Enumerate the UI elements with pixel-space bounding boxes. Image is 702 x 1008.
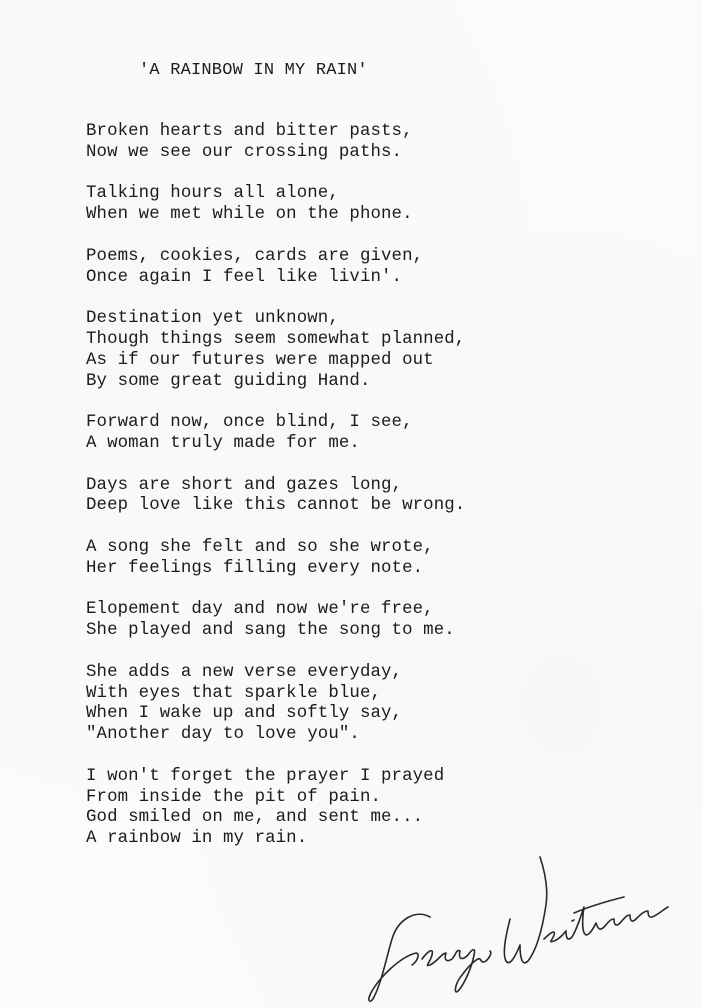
poem-line: She played and sang the song to me. (86, 621, 455, 641)
poem-line: Once again I feel like livin'. (86, 267, 403, 287)
poem-line: Forward now, once blind, I see, (86, 413, 413, 433)
poem-line: She adds a new verse everyday, (86, 662, 403, 682)
poem-line: From inside the pit of pain. (86, 787, 382, 807)
poem-line: Now we see our crossing paths. (86, 142, 403, 162)
poem-line: As if our futures were mapped out (86, 350, 434, 370)
stanza (86, 247, 465, 289)
stanza (86, 663, 465, 746)
poem-line: God smiled on me, and sent me... (86, 808, 424, 828)
stanza (86, 309, 465, 392)
poem-line: Days are short and gazes long, (86, 475, 403, 495)
poem-line: Destination yet unknown, (86, 309, 339, 329)
poem-line: A rainbow in my rain. (86, 829, 308, 849)
poem-line: By some great guiding Hand. (86, 371, 371, 391)
stanza (86, 476, 465, 518)
poem-line: "Another day to love you". (86, 725, 360, 745)
poem-line: When we met while on the phone. (86, 205, 413, 225)
poem-line: Poems, cookies, cards are given, (86, 246, 424, 266)
stanza (86, 600, 465, 642)
poem-line: I won't forget the prayer I prayed (86, 766, 445, 786)
poem-line: Talking hours all alone, (86, 184, 339, 204)
poem-title: 'A RAINBOW IN MY RAIN' (139, 61, 368, 80)
poem-line: Deep love like this cannot be wrong. (86, 496, 466, 516)
poem-line: A woman truly made for me. (86, 433, 360, 453)
stanza (86, 122, 465, 164)
stanza (86, 413, 465, 455)
poem-line: A song she felt and so she wrote, (86, 537, 434, 557)
poem-line: When I wake up and softly say, (86, 704, 403, 724)
stanza (86, 538, 465, 580)
handwritten-signature (360, 835, 680, 1005)
poem-line: Elopement day and now we're free, (86, 600, 434, 620)
poem-line: With eyes that sparkle blue, (86, 683, 382, 703)
poem-line: Her feelings filling every note. (86, 558, 424, 578)
poem-line: Broken hearts and bitter pasts, (86, 122, 413, 141)
stanza (86, 184, 465, 226)
poem-body (86, 122, 465, 871)
poem-line: Though things seem somewhat planned, (86, 329, 466, 349)
